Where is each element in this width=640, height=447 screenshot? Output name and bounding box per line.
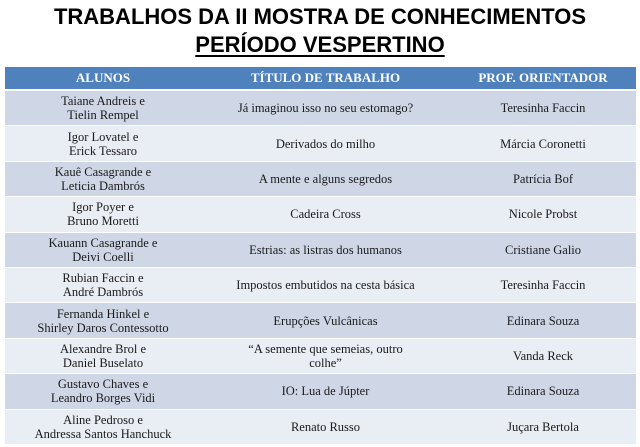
table-row <box>5 338 636 373</box>
project-title: IO: Lua de Júpter <box>281 384 370 399</box>
document-subtitle: PERÍODO VESPERTINO <box>195 32 445 57</box>
cell-titulo <box>201 374 450 409</box>
student-name: Shirley Daros Contessotto <box>37 320 169 335</box>
column-header-titulo: TÍTULO DE TRABALHO <box>201 67 450 90</box>
projects-table <box>5 67 636 445</box>
cell-alunos <box>5 90 201 126</box>
project-title: A mente e alguns segredos <box>258 171 393 186</box>
table-row <box>5 374 636 409</box>
cell-titulo <box>201 267 450 302</box>
table-row <box>5 409 636 444</box>
table-row <box>5 126 636 161</box>
cell-orientador: Edinara Souza <box>450 374 636 409</box>
column-header-orientador: PROF. ORIENTADOR <box>450 67 636 90</box>
cell-orientador: Juçara Bertola <box>450 409 636 444</box>
student-name: Alexandre Brol e <box>59 341 147 356</box>
table-row <box>5 197 636 232</box>
cell-orientador: Patrícia Bof <box>450 161 636 196</box>
table-row <box>5 161 636 196</box>
cell-orientador: Teresinha Faccin <box>450 90 636 126</box>
table-header-row <box>5 67 636 90</box>
cell-titulo <box>201 161 450 196</box>
cell-alunos <box>5 303 201 338</box>
student-name: Andressa Santos Hanchuck <box>34 426 172 441</box>
student-name: Rubian Faccin e <box>62 271 144 286</box>
document-title: TRABALHOS DA II MOSTRA DE CONHECIMENTOS <box>53 4 587 29</box>
cell-alunos <box>5 374 201 409</box>
cell-alunos <box>5 338 201 373</box>
table-row <box>5 90 636 126</box>
project-title: Erupções Vulcânicas <box>273 313 378 328</box>
cell-orientador: Cristiane Galio <box>450 232 636 267</box>
student-name: Aline Pedroso e <box>63 412 143 427</box>
student-name: Daniel Buselato <box>62 355 144 370</box>
student-name: Leandro Borges Vidi <box>50 391 156 406</box>
student-name: Erick Tessaro <box>69 143 137 158</box>
student-name: Igor Lovatel e <box>67 129 139 144</box>
student-name: Leticia Dambrós <box>61 178 145 193</box>
cell-titulo <box>201 338 450 373</box>
table-row <box>5 303 636 338</box>
student-name: Igor Poyer e <box>72 200 134 215</box>
cell-titulo <box>201 409 450 444</box>
cell-titulo <box>201 126 450 161</box>
cell-orientador: Edinara Souza <box>450 303 636 338</box>
student-name: Taiane Andreis e <box>61 94 145 109</box>
cell-alunos <box>5 161 201 196</box>
project-title: Derivados do milho <box>275 136 376 151</box>
project-title: Renato Russo <box>290 419 361 434</box>
cell-alunos <box>5 126 201 161</box>
column-header-alunos: ALUNOS <box>5 67 201 90</box>
cell-alunos <box>5 267 201 302</box>
project-title: Cadeira Cross <box>290 207 361 222</box>
cell-titulo <box>201 232 450 267</box>
cell-titulo <box>201 90 450 126</box>
cell-alunos <box>5 409 201 444</box>
cell-titulo <box>201 197 450 232</box>
cell-orientador: Márcia Coronetti <box>450 126 636 161</box>
student-name: Gustavo Chaves e <box>57 377 149 392</box>
cell-orientador: Nicole Probst <box>450 197 636 232</box>
student-name: Bruno Moretti <box>67 214 139 229</box>
cell-orientador: Teresinha Faccin <box>450 267 636 302</box>
student-name: Tielin Rempel <box>67 108 139 123</box>
project-title: Impostos embutidos na cesta básica <box>236 278 415 293</box>
student-name: André Dambrós <box>62 285 144 300</box>
student-name: Kauê Casagrande e <box>54 164 152 179</box>
table-row <box>5 267 636 302</box>
cell-alunos <box>5 232 201 267</box>
project-title: colhe” <box>309 355 342 370</box>
project-title: Já imaginou isso no seu estomago? <box>237 101 414 116</box>
student-name: Deivi Coelli <box>72 249 134 264</box>
cell-titulo <box>201 303 450 338</box>
student-name: Kauann Casagrande e <box>48 235 158 250</box>
table-row <box>5 232 636 267</box>
cell-alunos <box>5 197 201 232</box>
project-title: “A semente que semeias, outro <box>248 341 403 356</box>
project-title: Estrias: as listras dos humanos <box>249 242 402 257</box>
student-name: Fernanda Hinkel e <box>56 306 150 321</box>
cell-orientador: Vanda Reck <box>450 338 636 373</box>
